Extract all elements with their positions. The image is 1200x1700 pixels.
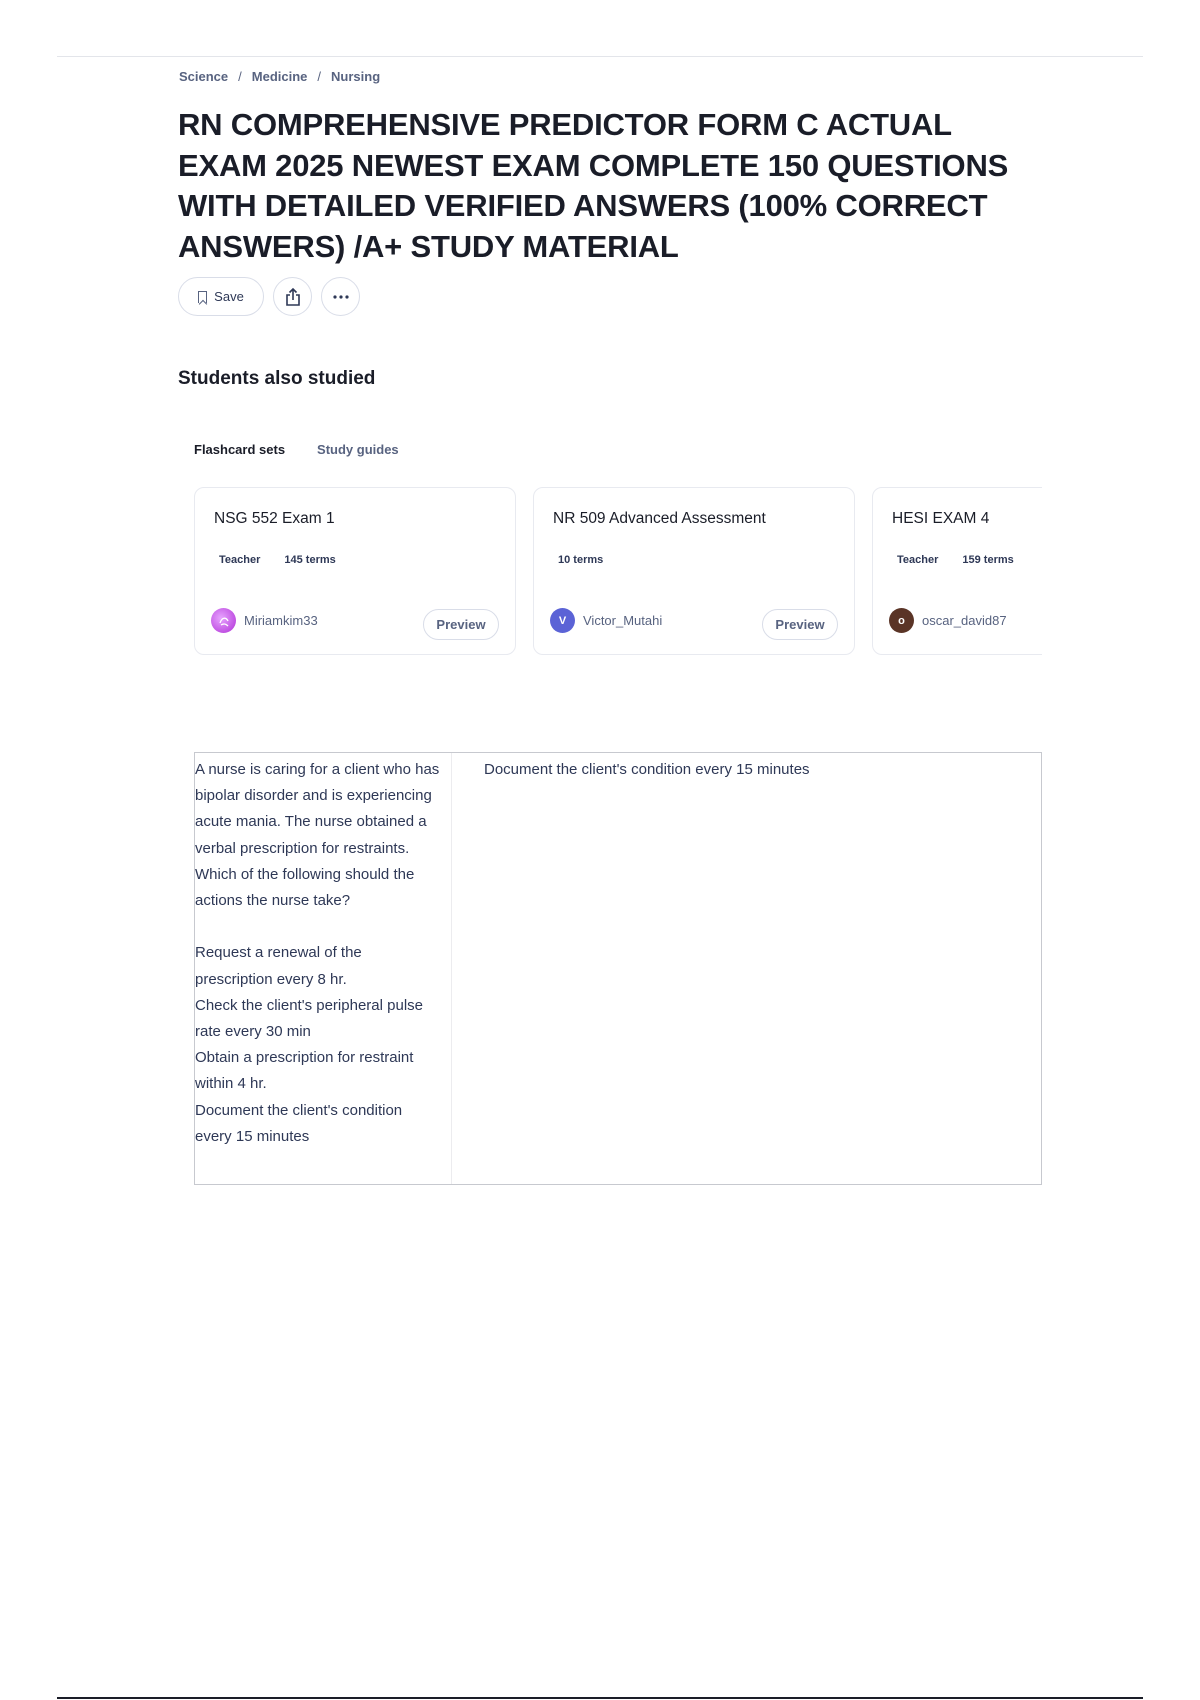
study-set-card[interactable] xyxy=(533,487,855,655)
breadcrumb-separator: / xyxy=(238,69,242,84)
more-icon xyxy=(332,294,350,300)
card-meta xyxy=(897,554,1014,566)
card-term-count: 10 terms xyxy=(558,554,604,566)
breadcrumb-medicine[interactable]: Medicine xyxy=(251,69,308,84)
card-title[interactable]: HESI EXAM 4 xyxy=(892,510,990,527)
card-term-count: 159 terms xyxy=(962,554,1014,566)
study-set-card[interactable] xyxy=(872,487,1042,655)
breadcrumb xyxy=(179,69,380,84)
card-title[interactable]: NR 509 Advanced Assessment xyxy=(553,510,766,527)
avatar-graphic-icon xyxy=(217,614,231,628)
avatar: V xyxy=(550,608,575,633)
card-author xyxy=(889,608,1007,633)
card-badge-teacher: Teacher xyxy=(897,554,939,566)
more-options-button[interactable] xyxy=(321,277,360,316)
share-icon xyxy=(284,287,302,307)
share-button[interactable] xyxy=(273,277,312,316)
author-name[interactable]: Miriamkim33 xyxy=(244,613,318,628)
card-term-count: 145 terms xyxy=(284,554,336,566)
card-badge-teacher: Teacher xyxy=(219,554,261,566)
action-bar xyxy=(178,277,360,316)
avatar: o xyxy=(889,608,914,633)
card-title[interactable]: NSG 552 Exam 1 xyxy=(214,510,335,527)
top-divider xyxy=(57,56,1143,57)
section-title: Students also studied xyxy=(178,368,376,389)
answer-text: Document the client's condition every 15 minutes xyxy=(484,761,810,778)
save-button[interactable] xyxy=(178,277,264,316)
breadcrumb-science[interactable]: Science xyxy=(179,69,229,84)
card-meta xyxy=(219,554,336,566)
breadcrumb-nursing[interactable]: Nursing xyxy=(331,69,381,84)
preview-button[interactable]: Preview xyxy=(423,609,499,640)
avatar xyxy=(211,608,236,633)
cards-carousel xyxy=(194,485,1042,657)
page-title: RN COMPREHENSIVE PREDICTOR FORM C ACTUAL EXAM 2025 NEWEST EXAM COMPLETE 150 QUESTIONS WITH DETAILED VERIFIED ANSWERS (100% CORRECT ANSWERS) /A+ STUDY MATERIAL xyxy=(178,107,1009,264)
breadcrumb-separator: / xyxy=(317,69,322,84)
card-meta xyxy=(558,554,603,566)
card-author xyxy=(211,608,318,633)
preview-button[interactable]: Preview xyxy=(762,609,838,640)
tab-study-guides[interactable]: Study guides xyxy=(317,442,399,457)
study-set-card[interactable] xyxy=(194,487,516,655)
flashcard-qa-table xyxy=(194,752,1042,1185)
tab-flashcard-sets[interactable]: Flashcard sets xyxy=(194,442,286,457)
column-divider xyxy=(451,753,452,1184)
question-text: A nurse is caring for a client who has bipolar disorder and is experiencing acute mania. The nurse obtained a verbal prescription for restraints. Which of the following should the actions the nurse take? Request a renewal of the prescription every 8 hr. Check the client's peripheral pulse rate every 30 min Obtain a prescription for restraint within 4 hr. Document the client's condition every 15 minutes xyxy=(195,761,440,1145)
study-tabs xyxy=(194,442,399,457)
author-name[interactable]: Victor_Mutahi xyxy=(583,613,663,628)
bottom-divider xyxy=(57,1697,1143,1699)
author-name[interactable]: oscar_david87 xyxy=(922,613,1007,628)
card-author xyxy=(550,608,662,633)
save-label: Save xyxy=(214,289,244,304)
bookmark-icon xyxy=(198,291,207,303)
